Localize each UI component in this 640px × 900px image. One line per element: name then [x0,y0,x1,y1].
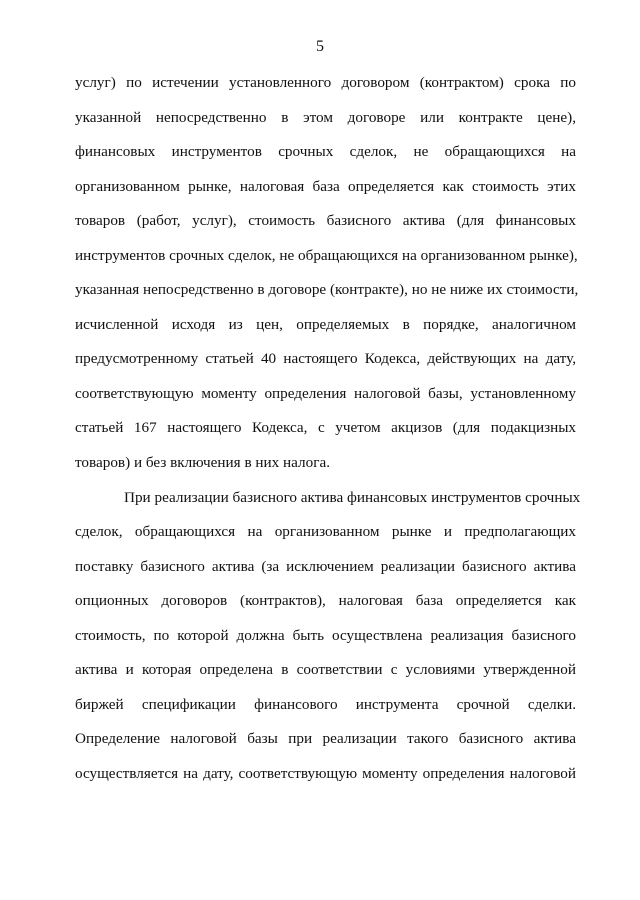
text-line: опционных договоров (контрактов), налоговая база определяется как [75,592,576,610]
text-line: осуществляется на дату, соответствующую моменту определения налоговой [75,764,576,782]
text-line: исчисленной исходя из цен, определяемых в порядке, аналогичном [75,315,576,333]
page-number: 5 [316,38,324,55]
body-text [75,66,581,791]
text-line: соответствующую моменту определения налоговой базы, установленному [75,384,576,402]
text-line: актива и которая определена в соответствии с условиями утвержденной [75,661,576,679]
text-line: предусмотренному статьей 40 настоящего Кодекса, действующих на дату, [75,350,576,368]
text-line: услуг) по истечении установленного договором (контрактом) срока по [75,74,576,91]
text-line: финансовых инструментов срочных сделок, не обращающихся на [75,143,576,161]
text-line: организованном рынке, налоговая база определяется как стоимость этих [75,177,576,195]
text-line: Определение налоговой базы при реализации такого базисного актива [75,730,576,748]
text-line: инструментов срочных сделок, не обращающихся на организованном рынке), [75,246,578,264]
paragraph [75,481,581,792]
text-line: сделок, обращающихся на организованном рынке и предполагающих [75,523,576,541]
text-line: товаров) и без включения в них налога. [75,454,330,472]
text-line: статьей 167 настоящего Кодекса, с учетом акцизов (для подакцизных [75,419,576,437]
text-line: стоимость, по которой должна быть осуществлена реализация базисного [75,626,576,644]
text-line: биржей спецификации финансового инструмента срочной сделки. [75,695,576,713]
text-line: поставку базисного актива (за исключением реализации базисного актива [75,557,576,575]
text-line: указанная непосредственно в договоре (контракте), но не ниже их стоимости, [75,281,579,299]
text-line: При реализации базисного актива финансовых инструментов срочных [124,488,581,506]
text-line: товаров (работ, услуг), стоимость базисного актива (для финансовых [75,212,576,230]
text-line: указанной непосредственно в этом договоре или контракте цене), [75,108,576,126]
paragraph [75,66,579,481]
